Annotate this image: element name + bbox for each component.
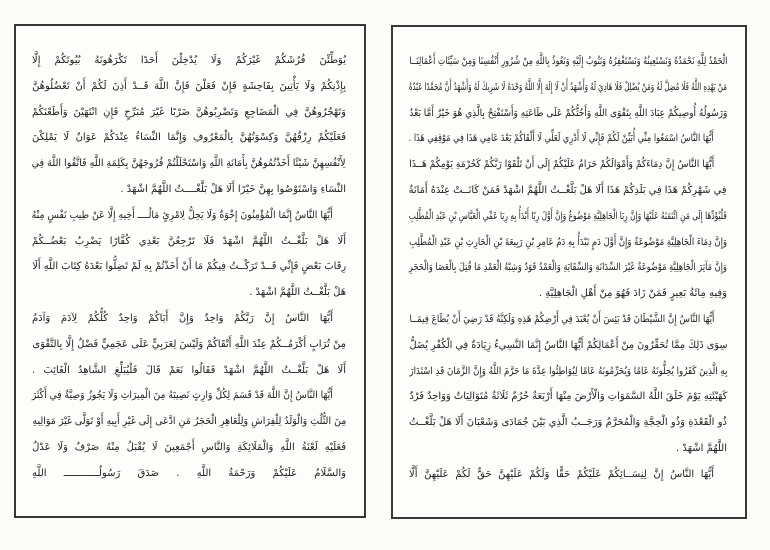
line-text: يُوَطِّئْنَ فُرُشَكُمْ غَيْرَكُمْ وَلَا يُدْخِلْنَ أَحَدًا تَكْرَهُونَهُ بُيُوتَكُمْ إِلَّا [32,55,346,66]
line-text: أَيُّهَا النَّاسُ إِنَّ لِنِسَــائِكُمْ عَلَيْكُمْ حَقًّا وَلَكُمْ عَلَيْهِنَّ حَقٌّ لَكُمْ عَلَيْهِنَّ أَلَّا [409,468,714,480]
line-text: بِإِذْنِكُمْ وَلَا يَأْتِينَ بِفَاحِشَةٍ فَإِنْ فَعَلْنَ فَإِنَّ اللَّهَ قَــدْ أَذِنَ لَكُمْ أَنْ تَعْضُلُوهُنَّ [32,80,346,92]
line-text: أَيُّهَا النَّاسُ إِنَّ رَبَّكُمْ وَاحِدٌ وَإِنَّ أَبَاكُمْ وَاحِدٌ كُلُّكُمْ لِآدَمَ وَآدَمُ [31,312,333,324]
text-line [32,151,346,177]
line-text: أَيُّهَا النَّاسُ إِنَّمَا الْمُؤْمِنُونَ إِخْوَةٌ وَلَا يَحِلُّ لِامْرِئٍ مَالُــــ أَخِيهِ إِلَّا عَنْ طِيبِ نَفْسٍ مِنْهُ [32,209,333,221]
page-right-text [393,27,745,517]
line-text: أَيُّهَا النَّاسُ اسْمَعُوا مِنِّي أُبَيِّنْ لَكُمْ فَإِنِّي لَا أَدْرِي لَعَلِّي لَا أَلْقَاكُمْ بَعْدَ عَامِي هَذَا فِي مَوْقِفِي هَذَا . [409,133,714,145]
text-line [409,281,727,307]
text-line [32,383,346,409]
line-text: كَهَيْئَتِهِ يَوْمَ خَلَقَ اللَّهُ السَّمَوَاتِ وَالْأَرْضَ مِنْهَا أَرْبَعَةٌ حُرُمٌ ثَلَاثَةٌ مُتَوَالِيَاتٌ وَوَاحِدٌ فَرْدٌ [408,391,727,403]
text-line [409,204,727,230]
text-line [32,409,346,435]
text-line [409,49,727,75]
text-line [32,461,346,487]
line-text: بِهِ الَّذِينَ كَفَرُوا يُحِلُّونَهُ عَامًا وَيُحَرِّمُونَهُ عَامًا لِيُوَاطِئُوا عِدَّةَ مَا حَرَّمَ اللَّهُ وَإِنَّ الزَّمَانَ قَدِ اسْتَدَارَ [409,365,727,377]
line-text: أَيُّهَا النَّاسُ إِنَّ دِمَاءَكُمْ وَأَمْوَالَكُمْ حَرَامٌ عَلَيْكُمْ إِلَى أَنْ تَلْقَوْا رَبَّكُمْ كَحُرْمَةِ يَوْمِكُمْ هَــذَا [409,159,714,171]
text-line [32,280,346,306]
line-text: أَلَا هَلْ بَلَّغْــتُ اللَّهُمَّ اشْهَدْ فَلَا تَرْجِعُنَّ بَعْدِي كُفَّارًا يَضْرِبُ بَعْضُــكُمْ [32,235,346,247]
text-line [32,306,346,332]
text-line [32,254,346,280]
line-text: الْحَمْدُ لِلَّهِ نَحْمَدُهُ وَنَسْتَعِينُهُ وَنَسْتَغْفِرُهُ وَنَتُوبُ إِلَيْهِ وَنَعُوذُ بِاللَّهِ مِنْ شُرُورِ أَنْفُسِنَا وَمِنْ سَيِّئَاتِ أَعْمَالِنَــا [409,56,727,67]
line-text: النِّسَاءِ وَاسْتَوْصُوا بِهِنَّ خَيْرًا أَلَا هَلْ بَلَّغْــــتُ اللَّهُمَّ اشْهَدْ . [120,183,346,195]
line-text: فَعَلَيْكُمْ رِزْقُهُنَّ وَكِسْوَتُهُنَّ بِالْمَعْرُوفِ وَإِنَّمَا النِّسَاءُ عِنْدَكُمْ عَوَانٌ لَا يَمْلِكْنَ [31,132,346,144]
text-line [32,332,346,358]
line-text: هَلْ بَلَّغْــتُ اللَّهُمَّ اشْهَدْ . [249,287,346,299]
text-line [409,436,727,462]
text-line [409,462,727,488]
line-text: فِي شَهْرِكُمْ هَذَا فِي بَلَدِكُمْ هَذَا أَلَا هَلْ بَلَّغْــتُ اللَّهُمَّ اشْهَدْ فَمَنْ كَانَــتْ عِنْدَهُ أَمَانَةٌ [409,184,727,196]
text-line [32,177,346,203]
line-text: وَالسَّلَامُ عَلَيْكُمْ وَرَحْمَةُ اللَّهِ . صَدَقَ رَسُولُــــــــــــ اللَّهِ [32,467,346,479]
page-left [14,24,366,518]
line-text: ذُو الْقَعْدَةِ وَذُو الْحِجَّةِ وَالْمُحَرَّمُ وَرَجَــبُ الَّذِي بَيْنَ جُمَادَى وَشَعْبَانَ أَلَا هَلْ بَلَّغْــتُ [409,417,727,429]
text-line [32,74,346,100]
line-text: مَنْ يَهْدِهِ اللَّهُ فَلَا مُضِلَّ لَهُ وَمَنْ يُضْلِلْ فَلَا هَادِيَ لَهُ وَأَشْهَدُ أَنْ لَا إِلَهَ إِلَّا اللَّهُ وَحْدَهُ لَا شَرِيكَ لَهُ وَأَشْهَدُ أَنَّ مُحَمَّدًا عَبْدُهُ [409,81,727,93]
line-text: مِنْ تُرَابٍ أَكْرَمُــكُمْ عِنْدَ اللَّهِ أَتْقَاكُمْ وَلَيْسَ لِعَرَبِيٍّ عَلَى عَجَمِيٍّ فَضْلٌ إِلَّا بِالتَّقْوَى [32,338,346,350]
text-line [32,203,346,229]
line-text: اللَّهُمَّ اشْهَدْ . [676,442,727,454]
line-text: فَعَلَيْهِ لَعْنَةُ اللَّهِ وَالْمَلَائِكَةِ وَالنَّاسِ أَجْمَعِينَ لَا يُقْبَلُ مِنْهُ صَرْفٌ وَلَا عَدْلٌ [32,441,346,453]
text-line [32,125,346,151]
text-line [409,152,727,178]
line-text: وَإِنَّ دِمَاءَ الْجَاهِلِيَّةِ مَوْضُوعَةٌ وَإِنَّ أَوَّلَ دَمٍ نَبْدَأُ بِهِ دَمُ عَامِرِ بْنِ رَبِيعَةَ بْنِ الْحَارِثِ بْنِ عَبْدِ الْمُطَّلِبِ [408,236,727,248]
text-line [409,178,727,204]
text-line [32,435,346,461]
line-text: أَيُّهَا النَّاسُ إِنَّ اللَّهَ قَدْ قَسَمَ لِكُلِّ وَارِثٍ نَصِيبَهُ مِنَ الْمِيرَاثِ وَلَا يَجُوزُ وَصِيَّةٌ فِي أَكْثَرَ [32,390,333,402]
text-line [409,333,727,359]
text-line [32,229,346,255]
text-line [409,359,727,385]
line-text: وَفِيهِ مِائَةُ بَعِيرٍ فَمَنْ زَادَ فَهُوَ مِنْ أَهْلِ الْجَاهِلِيَّةِ . [538,288,727,300]
line-text: سِوَى ذَلِكَ مِمَّا تُحَقِّرُونَ مِنْ أَعْمَالِكُمْ أَيُّهَا النَّاسُ إِنَّمَا النَّسِيءُ زِيَادَةٌ فِي الْكُفْرِ يُضَلُّ [408,339,727,351]
page-left-text [16,26,364,516]
text-line [409,384,727,410]
line-text: فَلْيُؤَدِّهَا إِلَى مَنِ ائْتَمَنَهُ عَلَيْهَا وَإِنَّ رِبَا الْجَاهِلِيَّةِ مَوْضُوعٌ وَإِنَّ أَوَّلَ رِبًا أَبْدَأُ بِهِ رِبَا عَمِّي الْعَبَّاسِ بْنِ عَبْدِ الْمُطَّلِبِ [409,210,727,222]
text-line [409,230,727,256]
page-right [391,25,747,519]
text-line [409,101,727,127]
text-line [409,307,727,333]
line-text: رِقَابَ بَعْضٍ فَإِنِّي قَــدْ تَرَكْــتُ فِيكُمْ مَا أَنْ أَخَذْتُمْ بِهِ لَمْ تَضِلُّوا بَعْدَهُ كِتَابَ اللَّهِ أَلَا [32,261,346,273]
line-text: مِنَ الثُّلُثِ وَالْوَلَدُ لِلْفِرَاشِ وَلِلْعَاهِرِ الْحَجَرُ مَنِ ادَّعَى إِلَى غَيْرِ أَبِيهِ أَوْ تَوَلَّى غَيْرَ مَوَالِيهِ [32,416,346,428]
line-text: أَلَا هَلْ بَلَّغْــتُ اللَّهُمَّ اشْهَدْ فَقَالُوا نَعَمْ قَالَ فَلْيُبَلِّغِ الشَّاهِدُ الْغَائِبَ . [32,364,346,376]
text-line [409,126,727,152]
text-line [32,100,346,126]
line-text: وَرَسُولُهُ أُوصِيكُمْ عِبَادَ اللَّهِ بِتَقْوَى اللَّهِ وَأَحُثُّكُمْ عَلَى طَاعَتِهِ وَأَسْتَفْتِحُ بِالَّذِي هُوَ خَيْرٌ أَمَّا بَعْدُ [408,107,727,119]
text-line [32,358,346,384]
text-line [409,410,727,436]
line-text: وَتَهْجُرُوهُنَّ فِي الْمَضَاجِعِ وَتَضْرِبُوهُنَّ ضَرْبًا غَيْرَ مُبَرِّحٍ فَإِنِ انْتَهَيْنَ وَأَطَعْنَكُمْ [31,106,346,118]
line-text: وَإِنَّ مَآثِرَ الْجَاهِلِيَّةِ مَوْضُوعَةٌ غَيْرَ السِّدَانَةِ وَالسِّقَايَةِ وَالْعَمْدُ قَوَدٌ وَشِبْهُ الْعَمْدِ مَا قُتِلَ بِالْعَصَا وَالْحَجَرِ [408,262,727,274]
line-text: لِأَنْفُسِهِنَّ شَيْئًا أَخَذْتُمُوهُنَّ بِأَمَانَةِ اللَّهِ وَاسْتَحْلَلْتُمْ فُرُوجَهُنَّ بِكَلِمَةِ اللَّهِ فَاتَّقُوا اللَّهَ فِي [31,158,346,170]
text-line [409,75,727,101]
text-line [409,255,727,281]
line-text: أَيُّهَا النَّاسُ إِنَّ الشَّيْطَانَ قَدْ يَئِسَ أَنْ يُعْبَدَ فِي أَرْضِكُمْ هَذِهِ وَلَكِنَّهُ قَدْ رَضِيَ أَنْ يُطَاعَ فِيمَــا [408,313,714,325]
text-line [32,48,346,74]
